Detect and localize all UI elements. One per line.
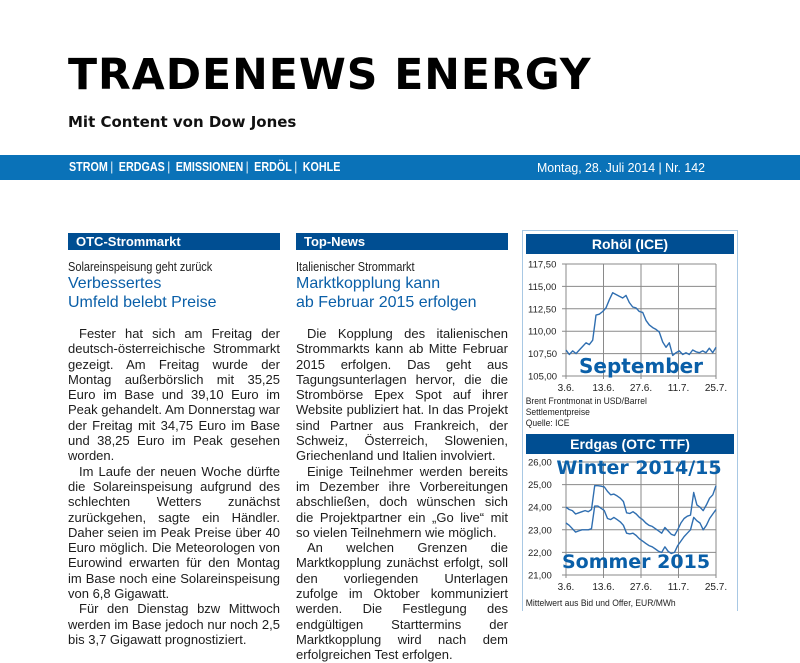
article-top-news: [296, 233, 508, 663]
section-navbar: [0, 155, 800, 180]
overlay-label-september: September: [579, 354, 703, 378]
article-kicker: Solareinspeisung geht zurück: [68, 260, 213, 274]
paragraph: Im Laufe der neuen Woche dürfte die Solareinspeisung aufgrund des schlechten Wetters zunächst zurückgehen, sagte ein Händler. Daher seien im Peak Preise über 40 Euro möglich. Die Meteorologen von Eurowind erwarten für den Montag im Base noch eine Solareinspeisung von 6,8 Gigawatt.: [68, 463, 280, 602]
paragraph: Einige Teilnehmer werden bereits im Dezember ihre Vorbereitungen abschließen, doch wünschen sich die Projektpartner ein „Go live“ mit so vielen Teilnehmern wie möglich.: [296, 463, 508, 540]
chart-title: Erdgas (OTC TTF): [526, 434, 734, 454]
y-tick-label: 26,00: [528, 457, 552, 469]
chart-notes: [523, 396, 716, 429]
paragraph: An welchen Grenzen die Marktkopplung zunächst erfolgt, soll den vorliegenden Unterlagen zufolge im Oktober kommuniziert werden. Die Festlegung des endgültigen Starttermins der Marktkopplung wird nach dem erfolgreichen Test erfolgen.: [296, 540, 508, 663]
x-tick-label: 27.6.: [629, 383, 653, 394]
nav-separator: |: [245, 160, 249, 174]
x-tick-label: 3.6.: [557, 582, 575, 593]
y-tick-label: 117,50: [528, 259, 557, 271]
x-tick-label: 27.6.: [629, 582, 653, 593]
market-charts-sidebar: [522, 230, 738, 611]
y-tick-label: 112,50: [528, 304, 557, 316]
issue-date-number: Montag, 28. Juli 2014 | Nr. 142: [537, 160, 705, 175]
nav-item-erdgas[interactable]: ERDGAS: [118, 160, 165, 174]
overlay-label-winter: Winter 2014/15: [556, 457, 722, 479]
section-label: OTC-Strommarkt: [68, 233, 280, 250]
y-tick-label: 22,00: [528, 547, 552, 559]
nav-item-erdoel[interactable]: ERDÖL: [254, 160, 292, 174]
y-tick-label: 105,00: [528, 371, 558, 383]
x-tick-label: 11.7.: [667, 582, 690, 593]
x-tick-label: 13.6.: [592, 582, 615, 593]
masthead-subtitle: Mit Content von Dow Jones: [68, 113, 297, 131]
y-tick-label: 115,00: [528, 281, 557, 293]
y-tick-label: 25,00: [528, 480, 552, 492]
chart-note: Brent Frontmonat in USD/Barrel: [525, 396, 647, 407]
chart-erdgas-plot: [523, 454, 737, 598]
headline-line: ab Februar 2015 erfolgen: [296, 293, 477, 311]
article-otc-strommarkt: [68, 233, 280, 647]
section-nav: [69, 160, 340, 174]
overlay-label-sommer: Sommer 2015: [561, 551, 711, 573]
chart-note: Settlementpreise: [525, 407, 590, 418]
headline-line: Marktkopplung kann: [296, 275, 441, 292]
chart-rohoel-plot: [523, 254, 737, 396]
chart-note: Quelle: ICE: [525, 418, 570, 429]
article-body: [68, 326, 280, 647]
nav-item-emissionen[interactable]: EMISSIONEN: [175, 160, 244, 174]
x-tick-label: 25.7.: [704, 383, 728, 394]
headline-line: Verbessertes: [68, 275, 162, 292]
article-headline[interactable]: [68, 275, 280, 312]
y-tick-label: 21,00: [528, 570, 552, 582]
section-label: Top-News: [296, 233, 508, 250]
x-tick-label: 25.7.: [704, 582, 728, 593]
nav-separator: |: [167, 160, 171, 174]
chart-erdgas: [523, 434, 737, 609]
article-body: [296, 326, 508, 663]
paragraph: Die Kopplung des italienischen Strommarkts kann ab Mitte Februar 2015 erfolgen. Das geht aus Tagungsunterlagen hervor, die die Strombörse Epex Spot auf ihrer Website publiziert hat. In das Projekt sind Partner aus Frankreich, der Schweiz, Österreich, Slowenien, Griechenland und Italien involviert.: [296, 326, 508, 464]
x-tick-label: 3.6.: [557, 383, 575, 394]
nav-separator: |: [294, 160, 298, 174]
masthead-title: TRADENEWS ENERGY: [68, 50, 592, 100]
article-headline[interactable]: [296, 275, 508, 312]
x-tick-label: 11.7.: [667, 383, 690, 394]
chart-title: Rohöl (ICE): [526, 234, 734, 254]
paragraph: Für den Dienstag bzw Mittwoch werden im Base jedoch nur noch 2,5 bis 3,7 Gigawatt prognostiziert.: [68, 601, 280, 647]
paragraph: Fester hat sich am Freitag der deutsch-österreichische Strommarkt gezeigt. Am Freitag wurde der Montag außerbörslich mit 35,25 Euro im Base und 39,10 Euro im Peak gehandelt. Am Donnerstag war der Freitag mit 34,75 Euro im Base und 38,25 Euro im Peak gesehen worden.: [68, 326, 280, 464]
chart-note: Mittelwert aus Bid und Offer, EUR/MWh: [525, 598, 676, 609]
headline-line: Umfeld belebt Preise: [68, 293, 217, 311]
y-tick-label: 23,00: [528, 525, 552, 537]
nav-item-kohle[interactable]: KOHLE: [302, 160, 341, 174]
article-kicker: Italienischer Strommarkt: [296, 260, 415, 274]
y-tick-label: 24,00: [528, 502, 552, 514]
chart-rohoel: [523, 234, 737, 429]
y-tick-label: 107,50: [528, 349, 558, 361]
y-tick-label: 110,00: [528, 326, 557, 338]
nav-item-strom[interactable]: STROM: [69, 160, 108, 174]
nav-separator: |: [110, 160, 114, 174]
x-tick-label: 13.6.: [592, 383, 615, 394]
